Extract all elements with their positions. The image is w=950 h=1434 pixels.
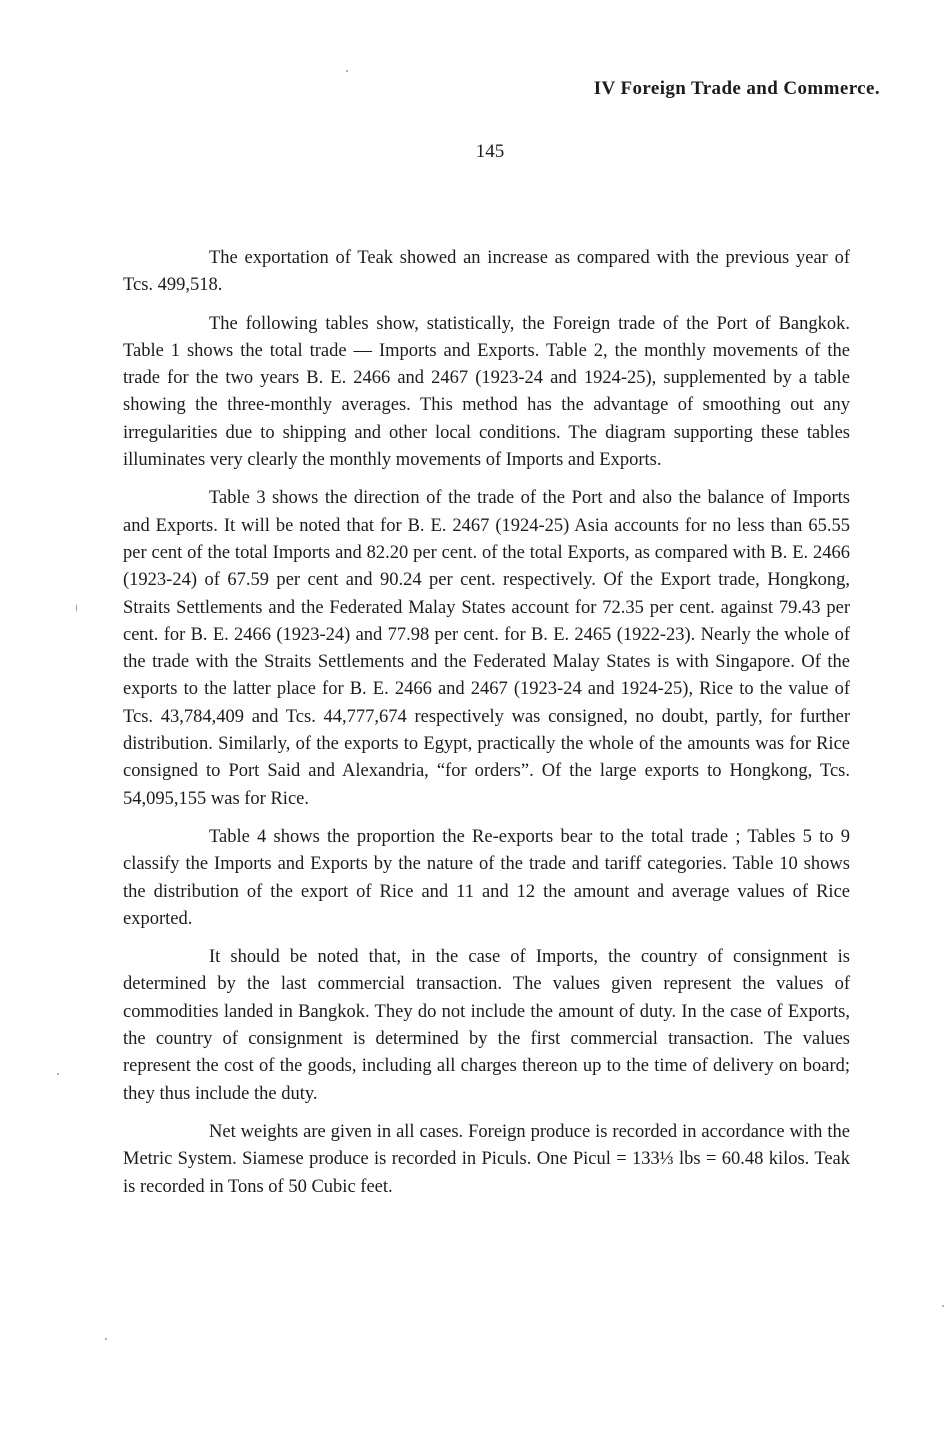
scan-speck bbox=[57, 1073, 59, 1075]
paragraph-trade-direction: Table 3 shows the direction of the trade of the Port and also the balance of Imports and Exports. It will be noted that for B. E. 2467 (1924-25) Asia accounts for no less than 65.55 per cent of the total Imports and 82.20 per cent. of the total Exports, as compared with B. E. 2466 (1923-24) of 67.59 per cent and 90.24 per cent. respectively. Of the Export trade, Hongkong, Straits Settlements and the Federated Malay States account for 72.35 per cent. against 79.43 per cent. for B. E. 2466 (1923-24) and 77.98 per cent. for B. E. 2465 (1922-23). Nearly the whole of the trade with the Straits Settlements and the Federated Malay States is with Singapore. Of the exports to the latter place for B. E. 2466 and 2467 (1923-24 and 1924-25), Rice to the value of Tcs. 43,784,409 and Tcs. 44,777,674 respectively was consigned, no doubt, partly, for further distribution. Similarly, of the exports to Egypt, practically the whole of the amounts was for Rice consigned to Port Said and Alexandria, “for orders”. Of the large exports to Hongkong, Tcs. 54,095,155 was for Rice. bbox=[123, 488, 850, 809]
paragraph-tables-overview: The following tables show, statistically, the Foreign trade of the Port of Bangkok. Table 1 shows the total trade — Imports and Exports. Table 2, the monthly movements of the trade for the two years B. E. 2466 and 2467 (1923-24 and 1924-25), supplemented by a table showing the three-monthly averages. This method has the advantage of smoothing out any irregularities due to shipping and other local conditions. The diagram supporting these tables illuminates very clearly the monthly movements of Imports and Exports. bbox=[123, 313, 850, 471]
page-number: 145 bbox=[475, 141, 505, 162]
scan-speck bbox=[942, 1305, 944, 1307]
paragraph-consignment-note: It should be noted that, in the case of Imports, the country of consignment is determined by the last commercial transaction. The values given represent the values of commodities landed in Bangkok. They do not include the amount of duty. In the case of Exports, the country of consignment is determined by the first commercial transaction. The values represent the cost of the goods, including all charges thereon up to the time of delivery on board; they thus include the duty. bbox=[123, 947, 850, 1104]
scan-speck bbox=[76, 604, 77, 612]
scan-speck bbox=[346, 70, 348, 72]
body-text bbox=[123, 245, 850, 1201]
running-head: IV Foreign Trade and Commerce. bbox=[593, 78, 880, 99]
paragraph-re-exports: Table 4 shows the proportion the Re-exports bear to the total trade ; Tables 5 to 9 classify the Imports and Exports by the nature of the trade and tariff categories. Table 10 shows the distribution of the export of Rice and 11 and 12 the amount and average values of Rice exported. bbox=[123, 826, 850, 929]
paragraph-weights-note: Net weights are given in all cases. Foreign produce is recorded in accordance with the Metric System. Siamese produce is recorded in Piculs. One Picul = 133⅓ lbs = 60.48 kilos. Teak is recorded in Tons of 50 Cubic feet. bbox=[123, 1121, 850, 1197]
paragraph-teak-exports: The exportation of Teak showed an increase as compared with the previous year of Tcs. 499,518. bbox=[123, 248, 850, 296]
scan-speck bbox=[105, 1338, 107, 1340]
